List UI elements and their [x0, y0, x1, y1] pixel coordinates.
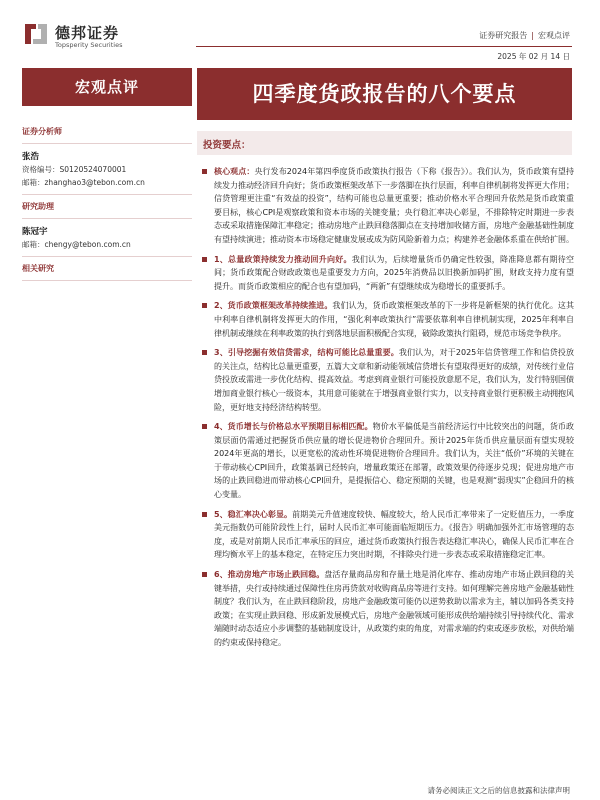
category-separator: |	[531, 31, 534, 40]
paragraph-text: 我们认为，对于2025年信贷管理工作和信贷投放的关注点，结构比总量更重要，五篇大文章和新动能领域信贷增长有望取得更好的成绩，对传统行业信贷投放或需进一步优化结构、提高效益。考虑到商业银行可能投放意愿不足，我们认为，发行特别国债增加商业银行核心一级资本，其用意可能就在于增强商业银行实力，以支持商业银行更积极主动拥抱风险，更好地支持经济结构转型。	[214, 348, 574, 412]
paragraph-text: 我们认为，后续增量货币仍确定性较强，降准降息都有期待空间；货币政策配合财政政策也是重要发力方向，2025年消费品以旧换新加码扩围，财政支持力度有望提升。而货币政策相应的配合也有望加码，“两新”有望继续成为稳增长的重要抓手。	[214, 254, 574, 291]
sidebar-divider	[22, 218, 192, 219]
header-divider	[196, 46, 572, 47]
paragraph-text: 央行发布2024年第四季度货币政策执行报告（下称《报告》）。我们认为，货币政策有望持续发力推动经济回升向好；货币政策框架改革下一步落脚在执行层面，利率自律机制将发挥更大作用；信贷管理更注重“有效益的投资”，结构可能也总量更重要；推动价格水平合理回升依然是货币政策重要目标，核心CPI是观察政策和资本市场的关键变量；央行稳汇率决心彰显，不排除特定时期进一步表态或采取措施保障汇率稳定；推动房地产止跌回稳落脚点在支持增加收储方面，房地产金融基础性制度有望持续演进；推动资本市场稳定健康发展或成为防风险新着力点；构建养老金融体系重在供给扩围。	[214, 167, 575, 244]
paragraph-text: 我们认为，货币政策框架改革的下一步将是新框架的执行优化。这其中利率自律机制将发挥更大的作用，“强化利率政策执行”需要依靠利率自律机制实现，2025年利率自律机制或继续在利率政策的执行到落地层面积极配合实现，破除政策执行阻碍，规范市场竞争秩序。	[214, 301, 574, 338]
report-body	[200, 165, 574, 656]
assistant-name: 陈冠宇	[22, 227, 48, 237]
bullet-icon	[202, 572, 207, 577]
paragraph-text: 前期美元升值速度较快、幅度较大，给人民币汇率带来了一定贬值压力，一季度美元指数仍可能阶段性上行，届时人民币汇率可能面临短期压力。《报告》明确加强外汇市场管理的态度，或是对前期人民币汇率承压的回应，通过货币政策执行报告表达稳汇率决心，确保人民币汇率在合理均衡水平上的基本稳定，在特定压力突出时期，不排除央行进一步表态或采取措施稳定汇率。	[214, 509, 574, 560]
paragraph-lead: 4、货币增长与价格总水平预期目标相匹配。	[214, 422, 373, 432]
sidebar-divider	[22, 256, 192, 257]
paragraph	[200, 346, 574, 414]
paragraph-text: 物价水平偏低是当前经济运行中比较突出的问题，货币政策层面仍需通过把握货币供应量的增长促进物价合理回升。预计2025年货币供应量层面有望实现较2024年更高的增长，以更宽松的流动性环境促进物价合理回升。我们认为，关注“低价”环境的关键在于带动核心CPI回升，政策基调已经转向，增量政策还在部署，政策效果仍待逐步兑现；促进房地产市场的止跌回稳进而带动核心CPI回升，是提振信心、稳定预期的关键，也是观测“弱现实”企稳回升的核心变量。	[214, 422, 574, 500]
disclaimer-notice: 请务必阅读正文之后的信息披露和法律声明	[427, 786, 570, 795]
sidebar-divider	[22, 143, 192, 144]
paragraph-lead: 2、货币政策框架改革持续推进。	[214, 301, 333, 311]
sidebar-divider	[22, 194, 192, 195]
report-date: 2025 年 02 月 14 日	[497, 52, 570, 61]
company-logo	[22, 20, 182, 54]
bullet-icon	[202, 169, 207, 174]
paragraph-lead: 核心观点：	[214, 167, 255, 176]
paragraph	[200, 165, 574, 247]
bullet-icon	[202, 512, 207, 517]
paragraph	[200, 299, 574, 340]
analyst-name: 张浩	[22, 152, 40, 162]
paragraph-lead: 1、总量政策持续发力推动回升向好。	[214, 254, 352, 264]
report-title: 四季度货政报告的八个要点	[197, 68, 572, 120]
bullet-icon	[202, 424, 207, 429]
analyst-cert: 资格编号：S0120524070001	[22, 165, 127, 174]
category-label: 证券研究报告	[479, 31, 528, 40]
bullet-icon	[202, 303, 207, 308]
key-points-label: 投资要点：	[203, 140, 251, 151]
bullet-icon	[202, 257, 207, 262]
paragraph-lead: 6、推动房地产市场止跌回稳。	[214, 570, 325, 580]
sidebar	[22, 120, 192, 287]
key-points-header	[197, 131, 572, 155]
analyst-heading: 证券分析师	[22, 127, 62, 136]
assistant-heading: 研究助理	[22, 202, 54, 211]
bullet-icon	[202, 350, 207, 355]
sidebar-banner: 宏观点评	[22, 68, 192, 106]
logo-mark-icon	[22, 20, 50, 48]
sidebar-divider	[22, 280, 192, 281]
paragraph-lead: 3、引导挖掘有效信贷需求，结构可能比总量重要。	[214, 348, 399, 358]
subcategory-label: 宏观点评	[538, 31, 570, 40]
paragraph	[200, 508, 574, 562]
paragraph	[200, 420, 574, 502]
paragraph-text: 盘活存量商品房和存量土地是消化库存、推动房地产市场止跌回稳的关键举措，央行或持续通过保障性住房再贷款对收购商品房等进行支持。如何理解完善房地产金融基础性制度？我们认为，在止跌回稳阶段，房地产金融政策可能仍以逆势救助以需求为主，辅以加码各类支持政策；在实现止跌回稳、形成新发展模式后，房地产金融领域可能形成供给端持续引导持续代化、需求端随时动态适应小步调整的基础制度设计，从政策约束的角度，对需求端的约束或逐步放松，对供给端的约束或保持稳定。	[214, 570, 574, 647]
logo-chinese-name: 德邦证券	[55, 24, 120, 42]
paragraph	[200, 253, 574, 294]
analyst-email[interactable]: 邮箱：zhanghao3@tebon.com.cn	[22, 178, 145, 187]
paragraph	[200, 568, 574, 650]
logo-english-name: Topsperity Securities	[55, 41, 123, 49]
report-category	[479, 30, 570, 41]
paragraph-lead: 5、稳汇率决心彰显。	[214, 509, 293, 519]
related-heading: 相关研究	[22, 264, 54, 273]
assistant-email[interactable]: 邮箱：chengy@tebon.com.cn	[22, 240, 131, 249]
